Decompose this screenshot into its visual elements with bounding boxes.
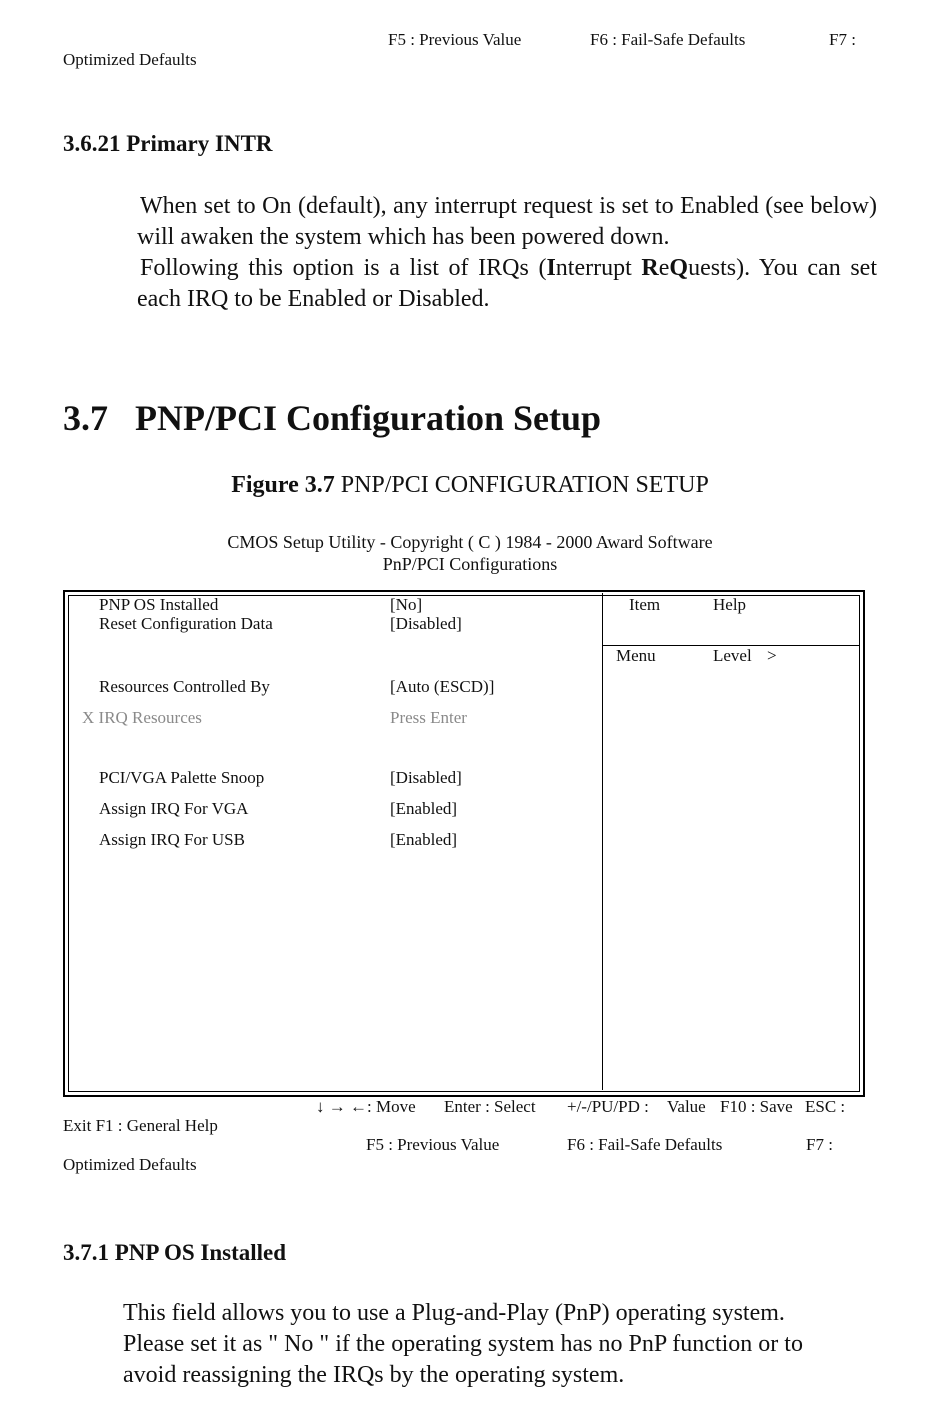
primary-intr-description — [137, 191, 877, 315]
footer-optimized-hint: Optimized Defaults — [63, 1155, 197, 1174]
setting-label-pnp-os[interactable]: PNP OS Installed — [99, 595, 219, 614]
help-level-arrow: > — [767, 646, 777, 665]
setting-label-irq-vga[interactable]: Assign IRQ For VGA — [99, 799, 249, 818]
setting-value-resources[interactable]: [Auto (ESCD)] — [390, 677, 495, 696]
setting-value-reset-config[interactable]: [Disabled] — [390, 614, 462, 633]
section-heading-pnp-os-installed: 3.7.1 PNP OS Installed — [63, 1240, 287, 1265]
primary-intr-para1: When set to On (default), any interrupt request is set to Enabled (see below) will awaken the system which has been powered down. — [137, 193, 877, 250]
top-footer-f7: F7 : — [829, 30, 856, 49]
setting-label-irq-resources: X IRQ Resources — [82, 708, 202, 727]
pnp-os-line2: Please set it as " No " if the operating system has no PnP function or to — [123, 1331, 803, 1357]
section-number: 3.7 — [63, 398, 108, 438]
footer-exit-help-hint: Exit F1 : General Help — [63, 1116, 218, 1135]
pnp-os-line3: avoid reassigning the IRQs by the operating system. — [123, 1362, 625, 1388]
help-item-label: Item — [629, 595, 661, 614]
pnp-os-line1: This field allows you to use a Plug-and-Play (PnP) operating system. — [123, 1300, 785, 1326]
primary-intr-para2: Following this option is a list of IRQs (Interrupt ReQuests). You can set each IRQ to be Enabled or Disabled. — [137, 255, 877, 312]
help-help-label: Help — [713, 595, 747, 614]
setting-value-irq-usb[interactable]: [Enabled] — [390, 830, 458, 849]
help-panel-divider — [602, 593, 603, 1090]
bios-header-copyright: CMOS Setup Utility - Copyright ( C ) 1984 - 2000 Award Software — [227, 532, 713, 552]
top-footer-optimized: Optimized Defaults — [63, 50, 197, 69]
section-title: PNP/PCI Configuration Setup — [135, 398, 602, 438]
top-footer-f5: F5 : Previous Value — [388, 30, 522, 49]
footer-value-hint: Value — [667, 1097, 706, 1116]
footer-f6-hint: F6 : Fail-Safe Defaults — [567, 1135, 723, 1154]
top-footer-f6: F6 : Fail-Safe Defaults — [590, 30, 746, 49]
setting-label-reset-config[interactable]: Reset Configuration Data — [99, 614, 273, 633]
setting-value-irq-vga[interactable]: [Enabled] — [390, 799, 458, 818]
bios-header-title: PnP/PCI Configurations — [382, 554, 558, 574]
section-heading-pnp-pci — [63, 397, 601, 439]
setting-value-irq-resources: Press Enter — [390, 708, 467, 727]
setting-label-resources[interactable]: Resources Controlled By — [99, 677, 270, 696]
setting-value-pnp-os[interactable]: [No] — [390, 595, 423, 614]
footer-enter-hint: Enter : Select — [444, 1097, 536, 1116]
setting-label-palette-snoop[interactable]: PCI/VGA Palette Snoop — [99, 768, 265, 787]
help-level-label: Level — [713, 646, 752, 665]
footer-pupd-hint: +/-/PU/PD : — [567, 1097, 649, 1116]
footer-esc-hint: ESC : — [805, 1097, 846, 1116]
figure-caption: Figure 3.7 PNP/PCI CONFIGURATION SETUP — [231, 472, 709, 498]
help-menu-label: Menu — [616, 646, 656, 665]
footer-f10-hint: F10 : Save — [720, 1097, 793, 1116]
setting-value-palette-snoop[interactable]: [Disabled] — [390, 768, 462, 787]
section-heading-primary-intr: 3.6.21 Primary INTR — [63, 131, 273, 156]
setting-label-irq-usb[interactable]: Assign IRQ For USB — [99, 830, 245, 849]
footer-f7-hint: F7 : — [806, 1135, 833, 1154]
footer-move-hint: ↓ → ←: Move — [316, 1097, 416, 1116]
footer-f5-hint: F5 : Previous Value — [366, 1135, 500, 1154]
